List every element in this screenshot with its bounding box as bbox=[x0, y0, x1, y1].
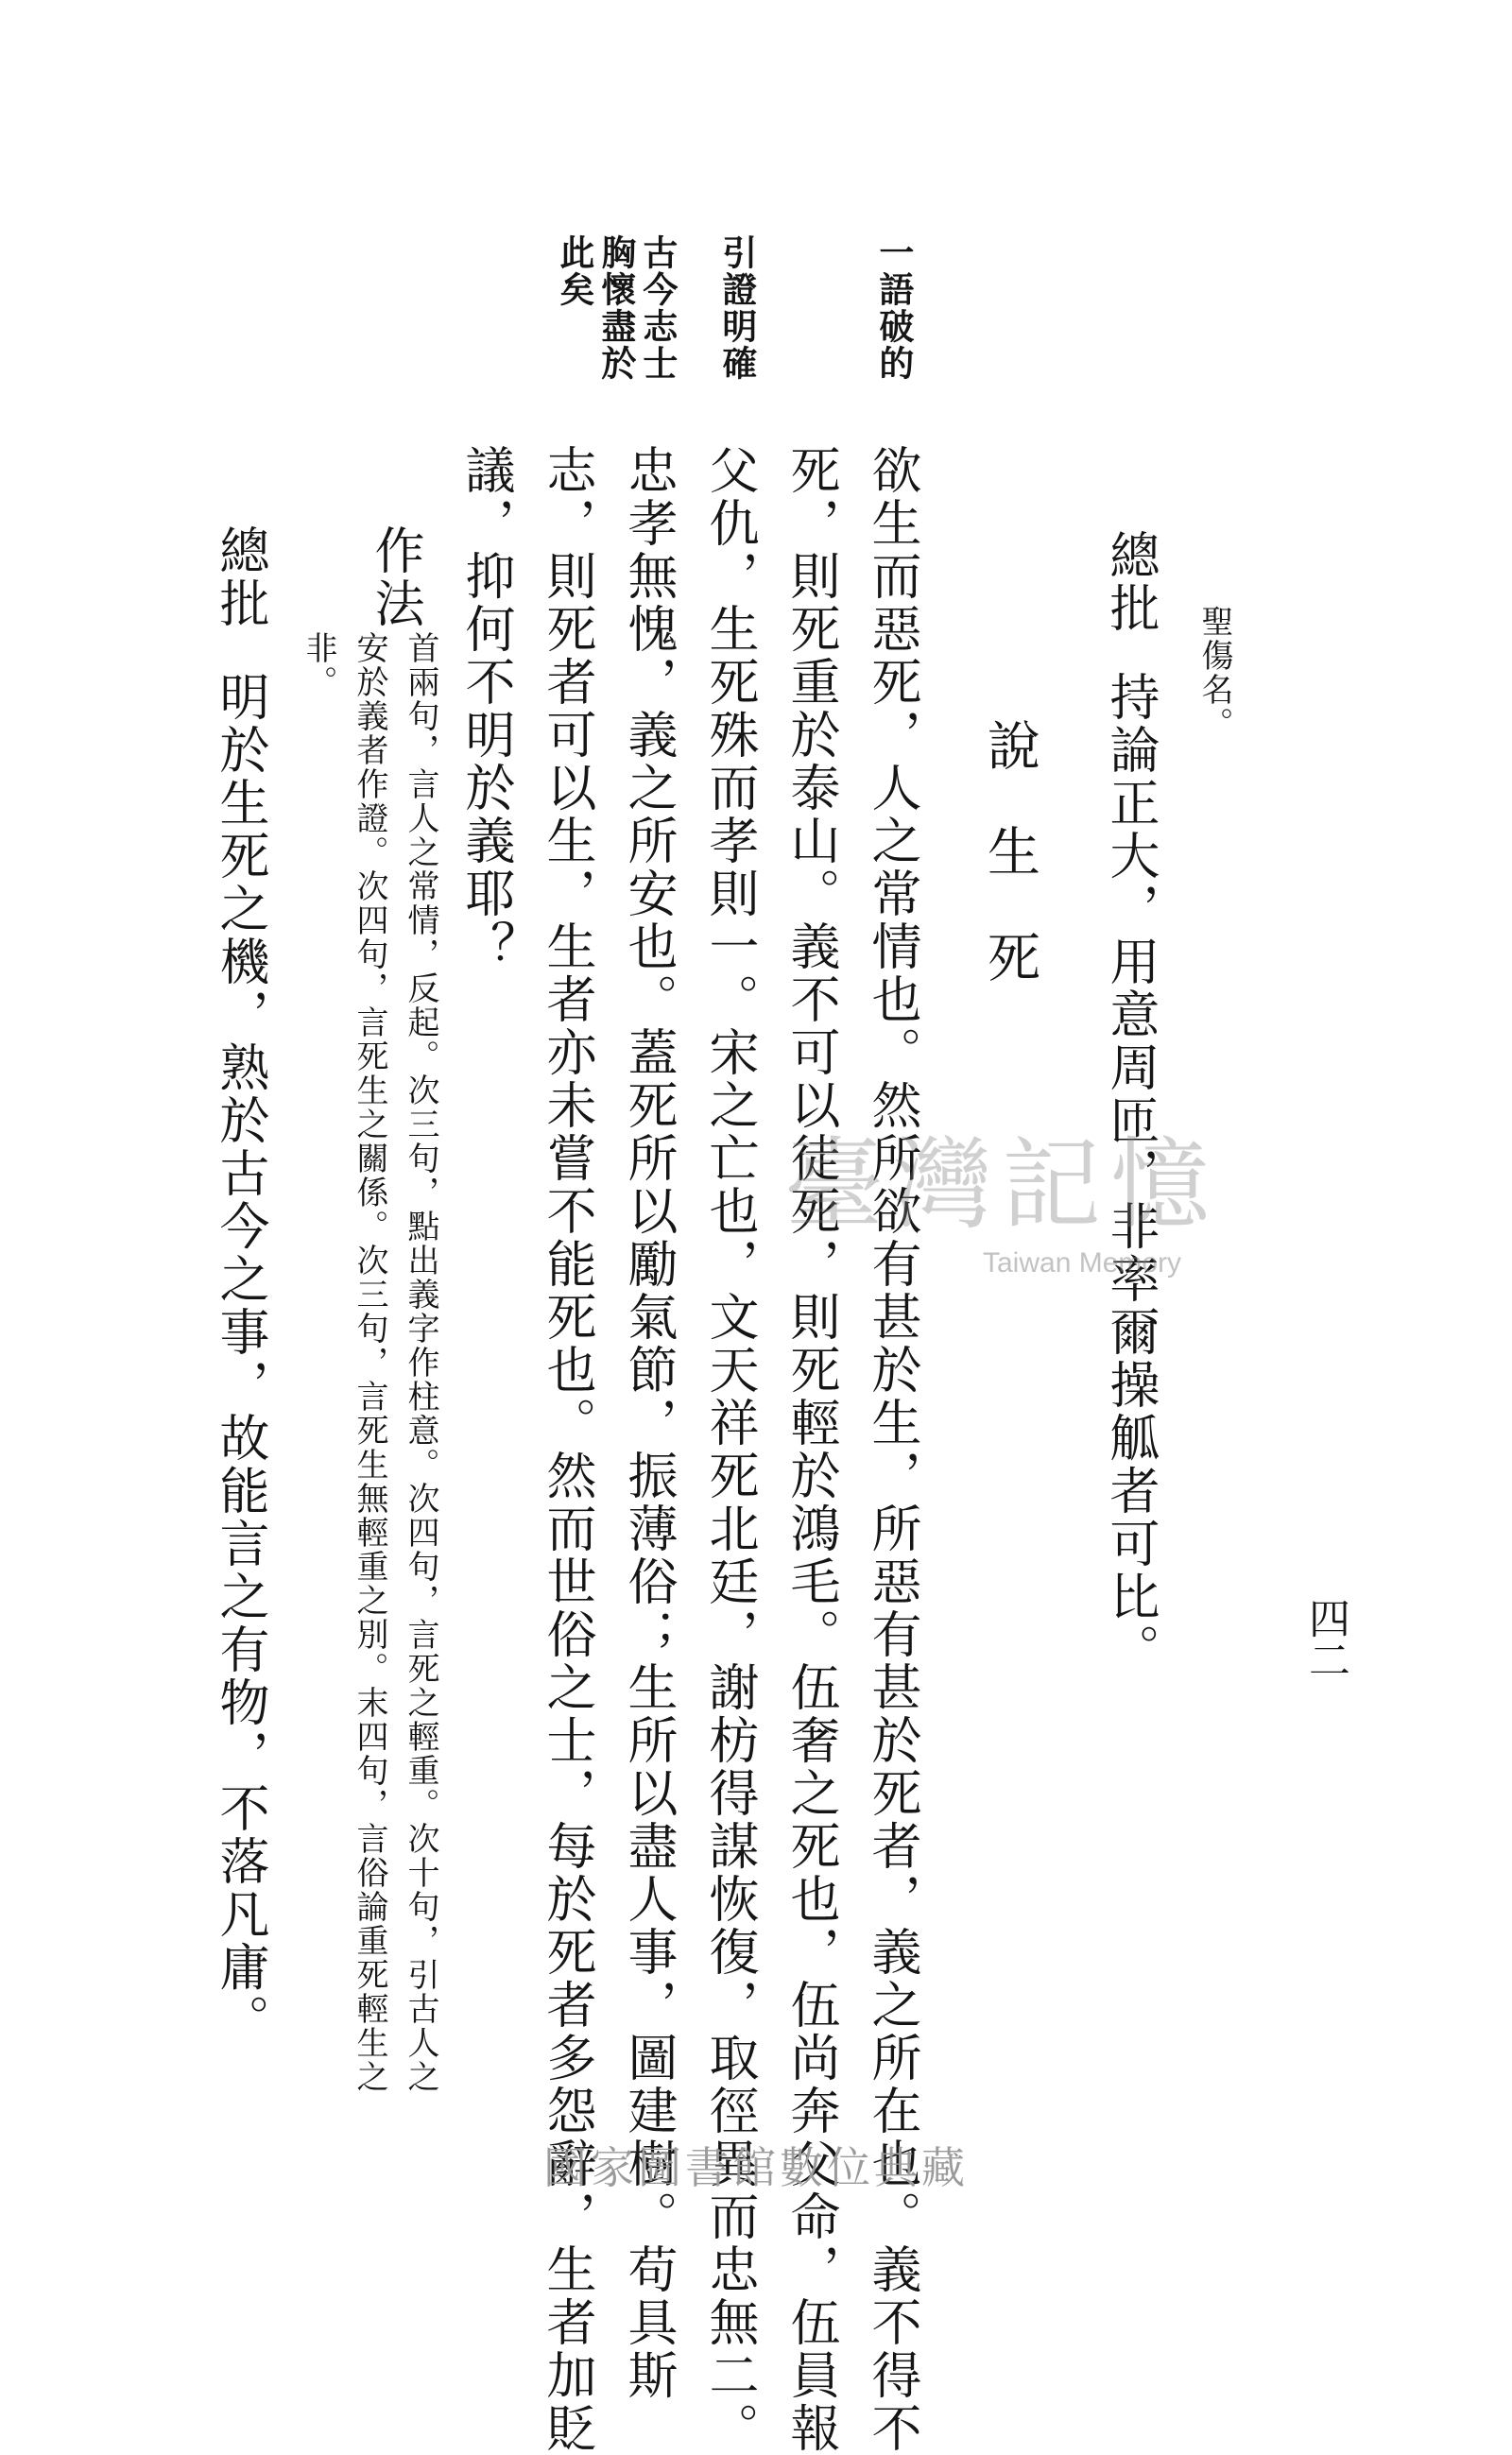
essay-line-2: 死，則死重於泰山。義不可以徒死，則死輕於鴻毛。伍奢之死也，伍尚奔父命，伍員報 bbox=[782, 444, 840, 2455]
method-line-2: 安於義者作證。次四句，言死生之關係。次三句，言死生無輕重之別。末四句，言俗論重死輕生之 bbox=[351, 631, 388, 2094]
essay-line-5: 志，則死者可以生，生者亦未嘗不能死也。然而世俗之士，每於死者多怨辭，生者加貶 bbox=[539, 444, 596, 2455]
margin-note-1: 一語破的 bbox=[872, 234, 915, 382]
essay-line-6: 議，抑何不明於義耶？ bbox=[457, 444, 515, 973]
previous-essay-tail: 聖傷名。 bbox=[1195, 605, 1233, 741]
essay-title: 說 生 死 bbox=[979, 718, 1040, 983]
watermark-english: Taiwan Memory bbox=[983, 1247, 1182, 1279]
essay-comment-label: 總批 bbox=[212, 524, 269, 630]
essay-line-4: 忠孝無愧，義之所安也。蓋死所以勵氣節，振薄俗；生所以盡人事，圖建樹。苟具斯 bbox=[620, 444, 678, 2402]
margin-note-3: 古今志士 bbox=[636, 234, 679, 382]
previous-comment-text: 持論正大，用意周匝，非率爾操觚者可比。 bbox=[1102, 671, 1160, 1676]
method-line-3: 非。 bbox=[300, 631, 337, 699]
page-number: 四二 bbox=[1301, 1597, 1349, 1680]
margin-note-5: 此矣 bbox=[553, 234, 595, 308]
essay-line-3: 父仇，生死殊而孝則一。宋之亡也，文天祥死北廷，謝枋得謀恢復，取徑異而忠無二。 bbox=[701, 444, 759, 2455]
library-footer: 國家圖書館數位典藏 bbox=[543, 2142, 969, 2193]
method-label: 作法 bbox=[367, 524, 424, 630]
margin-note-2: 引證明確 bbox=[715, 234, 758, 382]
previous-comment-label: 總批 bbox=[1102, 529, 1160, 635]
margin-note-4: 胸懷盡於 bbox=[594, 234, 637, 382]
essay-comment-text: 明於生死之機，熟於古今之事，故能言之有物，不落凡庸。 bbox=[212, 671, 269, 2047]
method-line-1: 首兩句，言人之常情，反起。次三句，點出義字作柱意。次四句，言死之輕重。次十句，引古人之 bbox=[402, 631, 439, 2094]
watermark-logo: 臺灣記憶 bbox=[784, 1127, 1220, 1243]
essay-line-1: 欲生而惡死，人之常情也。然所欲有甚於生，所惡有甚於死者，義之所在也。義不得不 bbox=[864, 444, 921, 2455]
